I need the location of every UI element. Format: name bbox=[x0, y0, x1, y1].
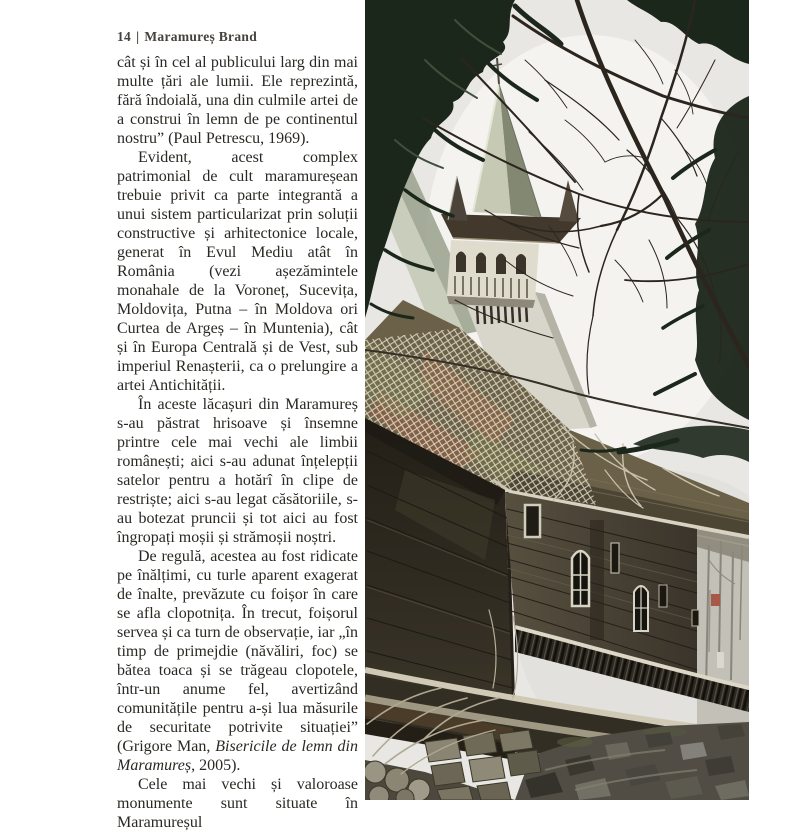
paragraph: Evident, acest complex patrimonial de cult maramureșean trebuie privit ca parte integrantă a unui sistem particularizat prin soluții constructive și arhitectonice locale, generat în Evul Mediu atât în România (vezi așezămintele monahale de la Voroneț, Sucevița, Moldovița, Putna – în Moldova ori Curtea de Argeș – în Muntenia), cât și în Europa Centrală și de Vest, sub imperiul Renașterii, ca o prelungire a artei Antichității. bbox=[117, 149, 358, 394]
paragraph: Cele mai vechi și valoroase monumente sunt situate în Maramureșul bbox=[117, 776, 358, 831]
article-text bbox=[117, 53, 358, 832]
red-flag bbox=[711, 594, 720, 606]
window-slit-1 bbox=[611, 543, 619, 573]
paragraph: În aceste lăcașuri din Maramureș s-au păstrat hrisoave și însemne printre cele mai vechi ale limbii românești; aici s-au adunat înțelepții satelor pentru a hotărî în clipe de restriște; aici s-au legat căsătoriile, s-au botezat pruncii și tot aici au fost îngropați moșii și strămoșii noștri. bbox=[117, 396, 358, 546]
book-title: Maramureș Brand bbox=[144, 29, 258, 44]
window-slit-3 bbox=[692, 610, 699, 626]
photo-frame bbox=[365, 0, 749, 800]
paragraph: De regulă, acestea au fost ridicate pe înălțimi, cu turle aparent exagerat de înalte, prevăzute cu foișor în care se afla clopotnița. În trecut, foișorul servea și ca turn de observație, iar „în timp de primejdie (năvăliri, foc) se bătea toaca și se trăgeau clopotele, într-un anume fel, avertizând comunitățile pentru a-și lua măsurile de securitate potrivite situației” (Grigore Man, Bisericile de lemn din Maramureș, 2005). bbox=[117, 548, 358, 774]
window-arched-2 bbox=[634, 585, 648, 631]
running-header bbox=[117, 29, 257, 45]
window-small-framed bbox=[525, 505, 540, 537]
page-number: 14 bbox=[117, 29, 132, 44]
window-arched-1 bbox=[572, 550, 589, 606]
header-separator: | bbox=[136, 29, 140, 44]
window-slit-2 bbox=[659, 585, 667, 607]
paragraph: cât și în cel al publicului larg din mai multe țări ale lumii. Ele reprezintă, fără îndoială, una din culmile artei de a construi în lemn de pe continentul nostru” (Paul Petrescu, 1969). bbox=[117, 54, 358, 147]
church-photo bbox=[365, 0, 749, 800]
